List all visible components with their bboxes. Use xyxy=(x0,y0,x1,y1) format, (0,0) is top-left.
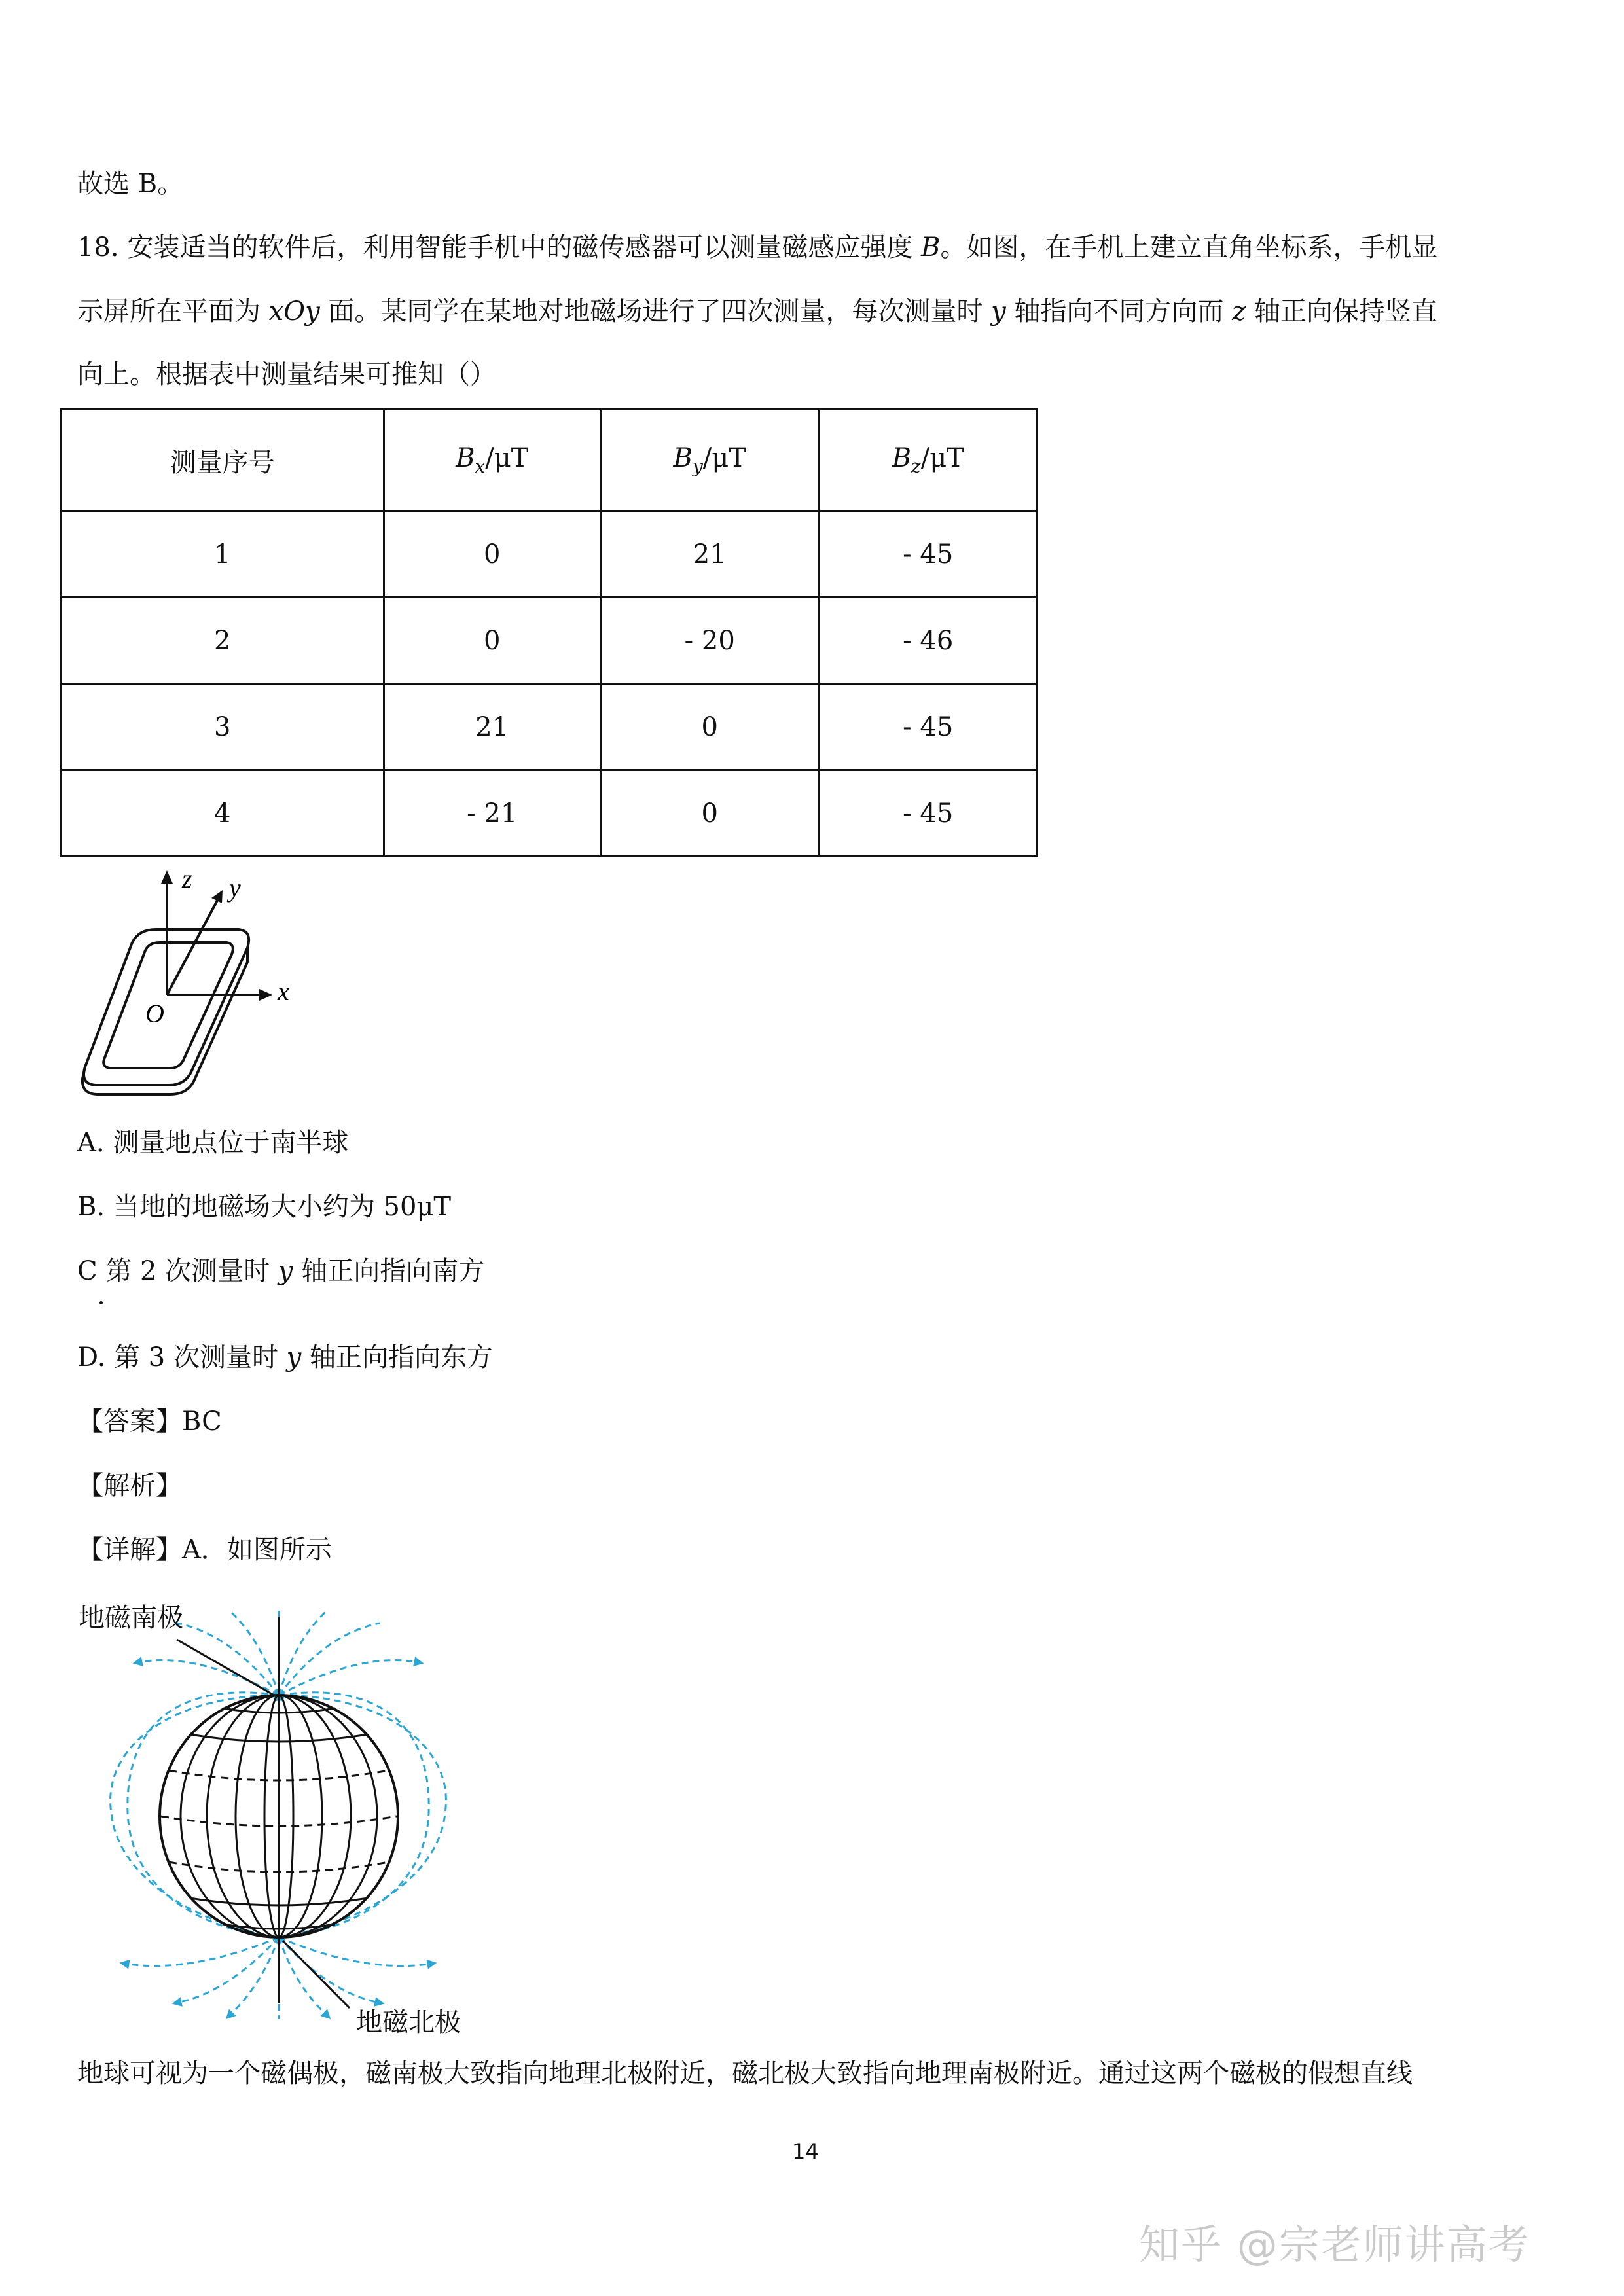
cell: 1 xyxy=(62,511,384,598)
question-line-2 xyxy=(77,295,1437,329)
geomagnetic-globe-figure xyxy=(98,1604,465,2022)
question-text: 轴正向保持竖直 xyxy=(1246,296,1437,327)
option-d xyxy=(77,1340,493,1374)
cell: 0 xyxy=(601,770,819,857)
option-c xyxy=(77,1254,484,1288)
phone-axes-figure xyxy=(72,864,347,1106)
watermark: 知乎 @宗老师讲高考 xyxy=(1139,2221,1530,2269)
north-pole-label: 地磁北极 xyxy=(356,2007,461,2037)
cell: - 45 xyxy=(819,684,1038,770)
var-b: B xyxy=(921,232,941,262)
var-y: y xyxy=(991,296,1006,327)
question-line-1 xyxy=(77,230,1437,264)
detail-line: 【详解】A．如图所示 xyxy=(77,1535,332,1565)
var-y: y xyxy=(286,1342,302,1372)
question-text: 轴指向不同方向而 xyxy=(1005,296,1233,327)
header-bz: $B_z/\mu T$ xyxy=(819,410,1038,511)
cell: 0 xyxy=(384,598,601,684)
table-row xyxy=(62,770,1038,857)
var-xoy: xOy xyxy=(268,296,320,327)
question-line-3: 向上。根据表中测量结果可推知（） xyxy=(77,359,496,389)
stray-dot xyxy=(99,1301,103,1304)
option-text: D. 第 3 次测量时 xyxy=(77,1342,287,1372)
cell: 4 xyxy=(62,770,384,857)
y-axis-icon xyxy=(167,898,219,995)
z-label: z xyxy=(182,864,192,893)
question-text: 示屏所在平面为 xyxy=(77,296,269,327)
cell: 2 xyxy=(62,598,384,684)
option-a: A. 测量地点位于南半球 xyxy=(77,1128,349,1158)
question-text: 18. 安装适当的软件后，利用智能手机中的磁传感器可以测量磁感应强度 xyxy=(77,232,922,262)
cell: 21 xyxy=(384,684,601,770)
option-text: C 第 2 次测量时 xyxy=(77,1256,278,1286)
var-y: y xyxy=(278,1256,293,1286)
prev-answer-line: 故选 B。 xyxy=(77,169,184,199)
closing-line: 地球可视为一个磁偶极，磁南极大致指向地理北极附近，磁北极大致指向地理南极附近。通过这两个磁极的假想直线 xyxy=(77,2058,1413,2089)
header-by: $B_y/\mu T$ xyxy=(601,410,819,511)
cell: - 46 xyxy=(819,598,1038,684)
origin-label: O xyxy=(145,999,164,1028)
z-arrowhead-icon xyxy=(161,870,173,884)
answer-line: 【答案】BC xyxy=(77,1407,222,1437)
table-row xyxy=(62,511,1038,598)
option-text: 轴正向指向东方 xyxy=(301,1342,493,1372)
table-row xyxy=(62,684,1038,770)
question-text: 面。某同学在某地对地磁场进行了四次测量，每次测量时 xyxy=(319,296,992,327)
option-b: B. 当地的地磁场大小约为 50μT xyxy=(77,1192,452,1222)
header-bx: $B_x/\mu T$ xyxy=(384,410,601,511)
cell: - 45 xyxy=(819,770,1038,857)
south-pole-leader xyxy=(177,1640,276,1696)
phone-body-edge xyxy=(82,948,247,1094)
cell: 0 xyxy=(601,684,819,770)
header-index: 测量序号 xyxy=(62,410,384,511)
cell: 3 xyxy=(62,684,384,770)
x-label: x xyxy=(278,977,289,1006)
cell: 21 xyxy=(601,511,819,598)
page-number: 14 xyxy=(792,2139,819,2164)
question-text: 。如图，在手机上建立直角坐标系，手机显 xyxy=(940,232,1438,262)
y-label: y xyxy=(229,873,241,903)
table-header-row xyxy=(62,410,1038,511)
cell: - 21 xyxy=(384,770,601,857)
cell: - 20 xyxy=(601,598,819,684)
cell: - 45 xyxy=(819,511,1038,598)
measurement-table xyxy=(60,408,1038,857)
south-pole-label: 地磁南极 xyxy=(79,1603,183,1633)
table-row xyxy=(62,598,1038,684)
x-arrowhead-icon xyxy=(259,989,272,1001)
cell: 0 xyxy=(384,511,601,598)
analysis-heading: 【解析】 xyxy=(77,1471,182,1501)
var-z: z xyxy=(1232,296,1246,327)
option-text: 轴正向指向南方 xyxy=(293,1256,485,1286)
